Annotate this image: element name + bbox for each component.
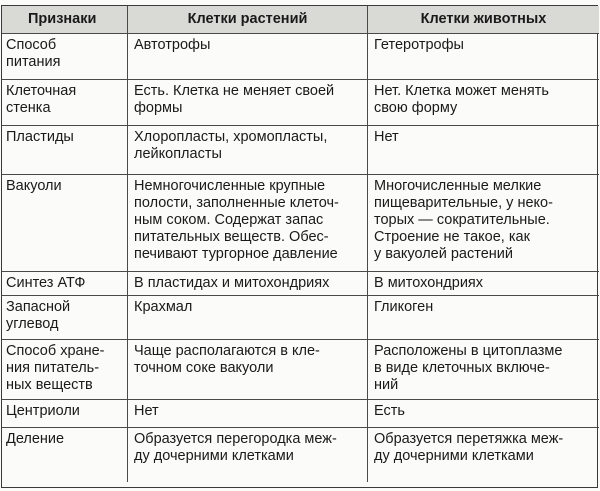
row-feature-cell-wall: Клеточная стенка <box>2 80 128 126</box>
comparison-table <box>1 5 598 488</box>
row-animals-atp-synthesis: В митохондриях <box>368 272 599 296</box>
row-animals-division: Образуется перетяжка меж- ду дочерними клетками <box>374 431 564 464</box>
row-feature-plastids: Пластиды <box>2 126 128 175</box>
row-feature-vacuoles: Вакуоли <box>2 175 128 272</box>
row-plants-division: Образуется перегородка меж- ду дочерними клетками <box>128 428 368 482</box>
row-plants-vacuoles: Немногочисленные крупные полости, заполненные клеточ- ным соком. Содержат запас питательных веществ. Обес- печивают тургорное давление <box>128 175 368 272</box>
table-header-features: Признаки <box>2 6 128 34</box>
row-animals-nutrient-storage: Расположены в цитоплазме в виде клеточных включе- ний <box>368 340 599 400</box>
row-feature-division: Деление <box>2 428 128 482</box>
row-animals-nutrition: Гетеротрофы <box>368 34 599 80</box>
row-feature-storage-carb: Запасной углевод <box>2 296 128 340</box>
row-feature-atp-synthesis: Синтез АТФ <box>2 272 128 296</box>
row-feature-nutrition: Способ питания <box>2 34 128 80</box>
row-plants-nutrition: Автотрофы <box>128 34 368 80</box>
row-animals-plastids: Нет <box>368 126 599 175</box>
row-animals-cell-wall: Нет. Клетка может менять свою форму <box>368 80 599 126</box>
row-plants-nutrient-storage: Чаще располагаются в кле- точном соке вакуоли <box>128 340 368 400</box>
table-header-plant-cells: Клетки растений <box>128 6 368 34</box>
table-header-animal-cells: Клетки животных <box>368 6 599 34</box>
row-plants-storage-carb: Крахмал <box>128 296 368 340</box>
row-animals-vacuoles: Многочисленные мелкие пищеварительные, у неко- торых — сократительные. Строение не такое, как у вакуолей растений <box>368 175 599 272</box>
row-plants-plastids: Хлоропласты, хромопласты, лейкопласты <box>128 126 368 175</box>
row-animals-storage-carb: Гликоген <box>368 296 599 340</box>
row-animals-centrioles: Есть <box>368 400 599 428</box>
row-plants-centrioles: Нет <box>128 400 368 428</box>
row-feature-centrioles: Центриоли <box>2 400 128 428</box>
row-plants-cell-wall: Есть. Клетка не меняет своей формы <box>128 80 368 126</box>
row-plants-atp-synthesis: В пластидах и митохондриях <box>128 272 368 296</box>
row-feature-nutrient-storage: Способ хране- ния питатель- ных веществ <box>2 340 128 400</box>
